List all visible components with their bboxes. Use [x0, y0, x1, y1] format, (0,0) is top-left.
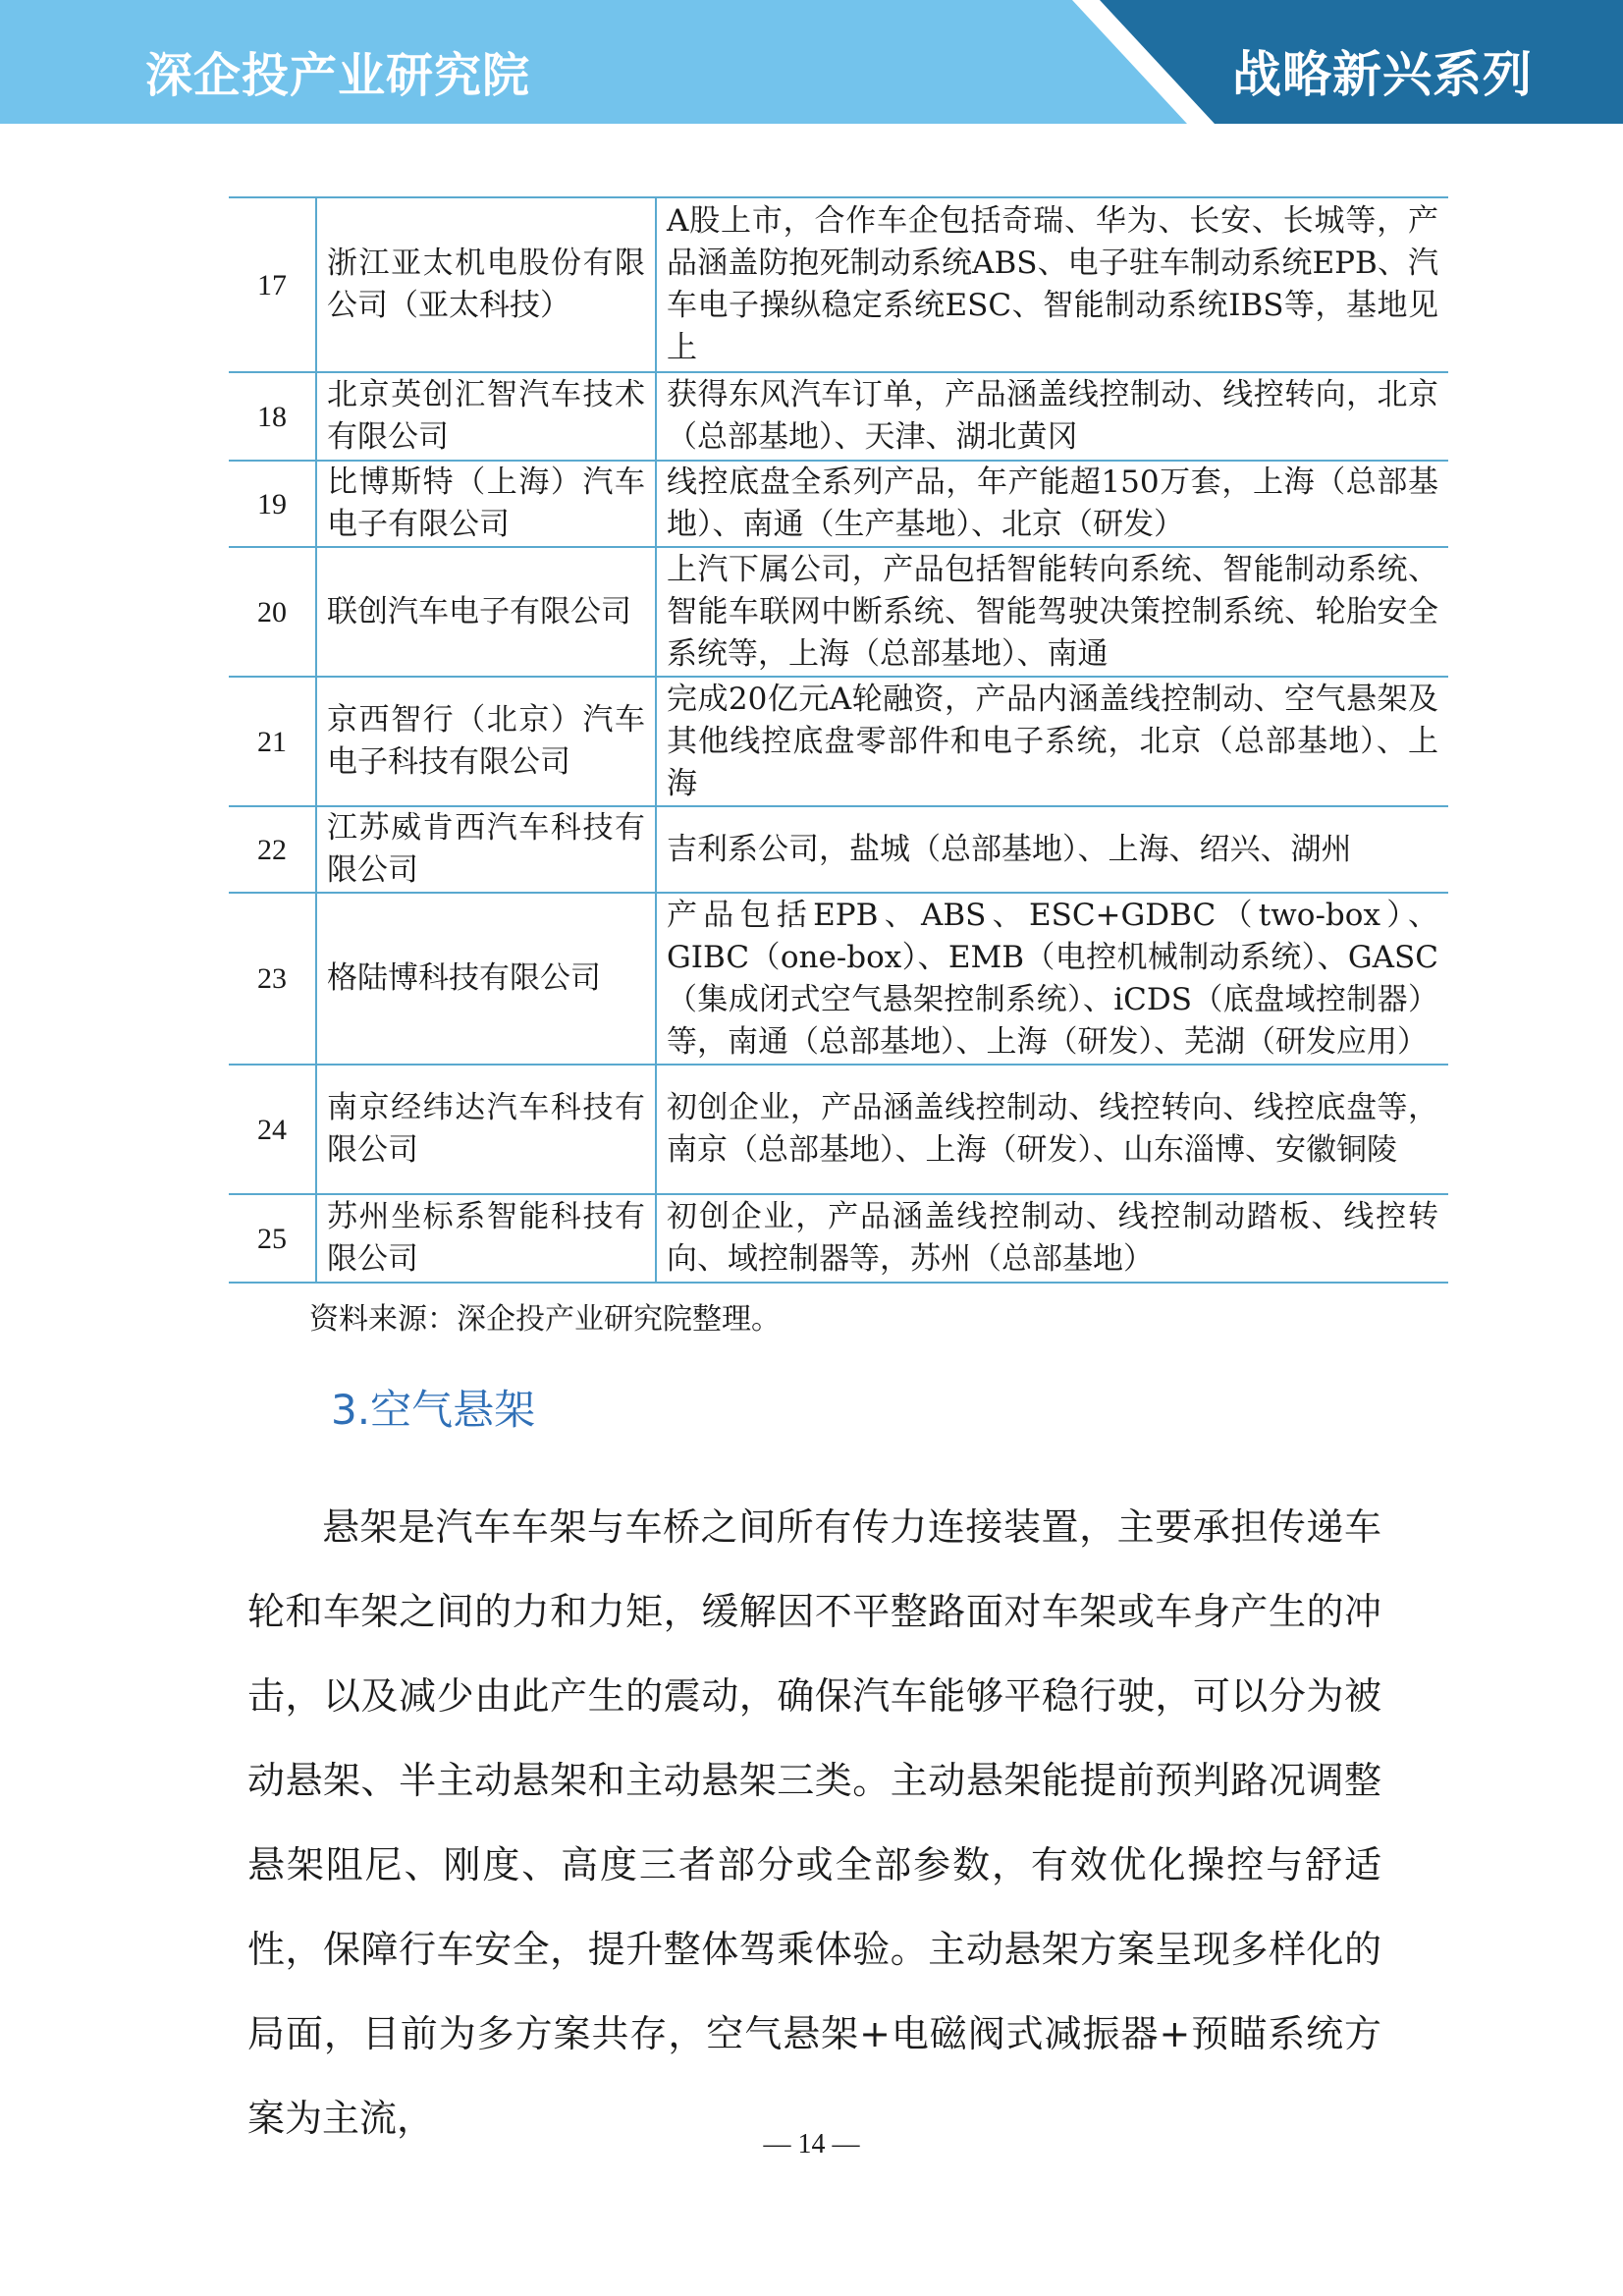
- series-title: 战略新兴系列: [1232, 46, 1533, 103]
- page-header: [0, 0, 1623, 124]
- company-description: 产品包括EPB、ABS、ESC+GDBC（two-box）、GIBC（one-box）、EMB（电控机械制动系统）、GASC（集成闭式空气悬架控制系统）、iCDS（底盘域控制器）等，南通（总部基地）、上海（研发）、芜湖（研发应用）: [656, 893, 1448, 1065]
- company-description: 线控底盘全系列产品，年产能超150万套，上海（总部基地）、南通（生产基地）、北京（研发）: [656, 461, 1448, 547]
- company-description: 初创企业，产品涵盖线控制动、线控制动踏板、线控转向、域控制器等，苏州（总部基地）: [656, 1194, 1448, 1283]
- company-name: 江苏威肯西汽车科技有限公司: [316, 806, 656, 893]
- company-description: 吉利系公司，盐城（总部基地）、上海、绍兴、湖州: [656, 806, 1448, 893]
- company-description: 完成20亿元A轮融资，产品内涵盖线控制动、空气悬架及其他线控底盘零部件和电子系统，北京（总部基地）、上海: [656, 677, 1448, 806]
- row-number: 23: [229, 893, 316, 1065]
- source-note: 资料来源：深企投产业研究院整理。: [309, 1302, 781, 1337]
- body-paragraph: 悬架是汽车车架与车桥之间所有传力连接装置，主要承担传递车轮和车架之间的力和力矩，缓解因不平整路面对车架或车身产生的冲击，以及减少由此产生的震动，确保汽车能够平稳行驶，可以分为被动悬架、半主动悬架和主动悬架三类。主动悬架能提前预判路况调整悬架阻尼、刚度、高度三者部分或全部参数，有效优化操控与舒适性，保障行车安全，提升整体驾乘体验。主动悬架方案呈现多样化的局面，目前为多方案共存，空气悬架+电磁阀式减振器+预瞄系统方案为主流，: [247, 1505, 1381, 2140]
- row-number: 21: [229, 677, 316, 806]
- company-name: 格陆博科技有限公司: [316, 893, 656, 1065]
- row-number: 17: [229, 197, 316, 372]
- table-row: [229, 893, 1448, 1065]
- table-row: [229, 1194, 1448, 1283]
- table-row: [229, 677, 1448, 806]
- institute-title: 深企投产业研究院: [145, 48, 531, 103]
- row-number: 25: [229, 1194, 316, 1283]
- company-description: 获得东风汽车订单，产品涵盖线控制动、线控转向，北京（总部基地）、天津、湖北黄冈: [656, 372, 1448, 461]
- table-row: [229, 372, 1448, 461]
- company-description: 上汽下属公司，产品包括智能转向系统、智能制动系统、智能车联网中断系统、智能驾驶决策控制系统、轮胎安全系统等，上海（总部基地）、南通: [656, 547, 1448, 677]
- section-heading: 3.空气悬架: [331, 1386, 536, 1434]
- table-row: [229, 806, 1448, 893]
- row-number: 19: [229, 461, 316, 547]
- company-name: 京西智行（北京）汽车电子科技有限公司: [316, 677, 656, 806]
- company-name: 北京英创汇智汽车技术有限公司: [316, 372, 656, 461]
- company-name: 比博斯特（上海）汽车电子有限公司: [316, 461, 656, 547]
- row-number: 20: [229, 547, 316, 677]
- row-number: 18: [229, 372, 316, 461]
- company-description: 初创企业，产品涵盖线控制动、线控转向、线控底盘等，南京（总部基地）、上海（研发）、山东淄博、安徽铜陵: [656, 1065, 1448, 1194]
- company-name: 联创汽车电子有限公司: [316, 547, 656, 677]
- table-row: [229, 547, 1448, 677]
- table-row: [229, 197, 1448, 372]
- company-name: 浙江亚太机电股份有限公司（亚太科技）: [316, 197, 656, 372]
- row-number: 22: [229, 806, 316, 893]
- row-number: 24: [229, 1065, 316, 1194]
- company-table: [229, 196, 1448, 1284]
- company-name: 苏州坐标系智能科技有限公司: [316, 1194, 656, 1283]
- company-description: A股上市，合作车企包括奇瑞、华为、长安、长城等，产品涵盖防抱死制动系统ABS、电子驻车制动系统EPB、汽车电子操纵稳定系统ESC、智能制动系统IBS等，基地见上: [656, 197, 1448, 372]
- table-row: [229, 1065, 1448, 1194]
- company-name: 南京经纬达汽车科技有限公司: [316, 1065, 656, 1194]
- page-number: — 14 —: [763, 2129, 860, 2159]
- table-row: [229, 461, 1448, 547]
